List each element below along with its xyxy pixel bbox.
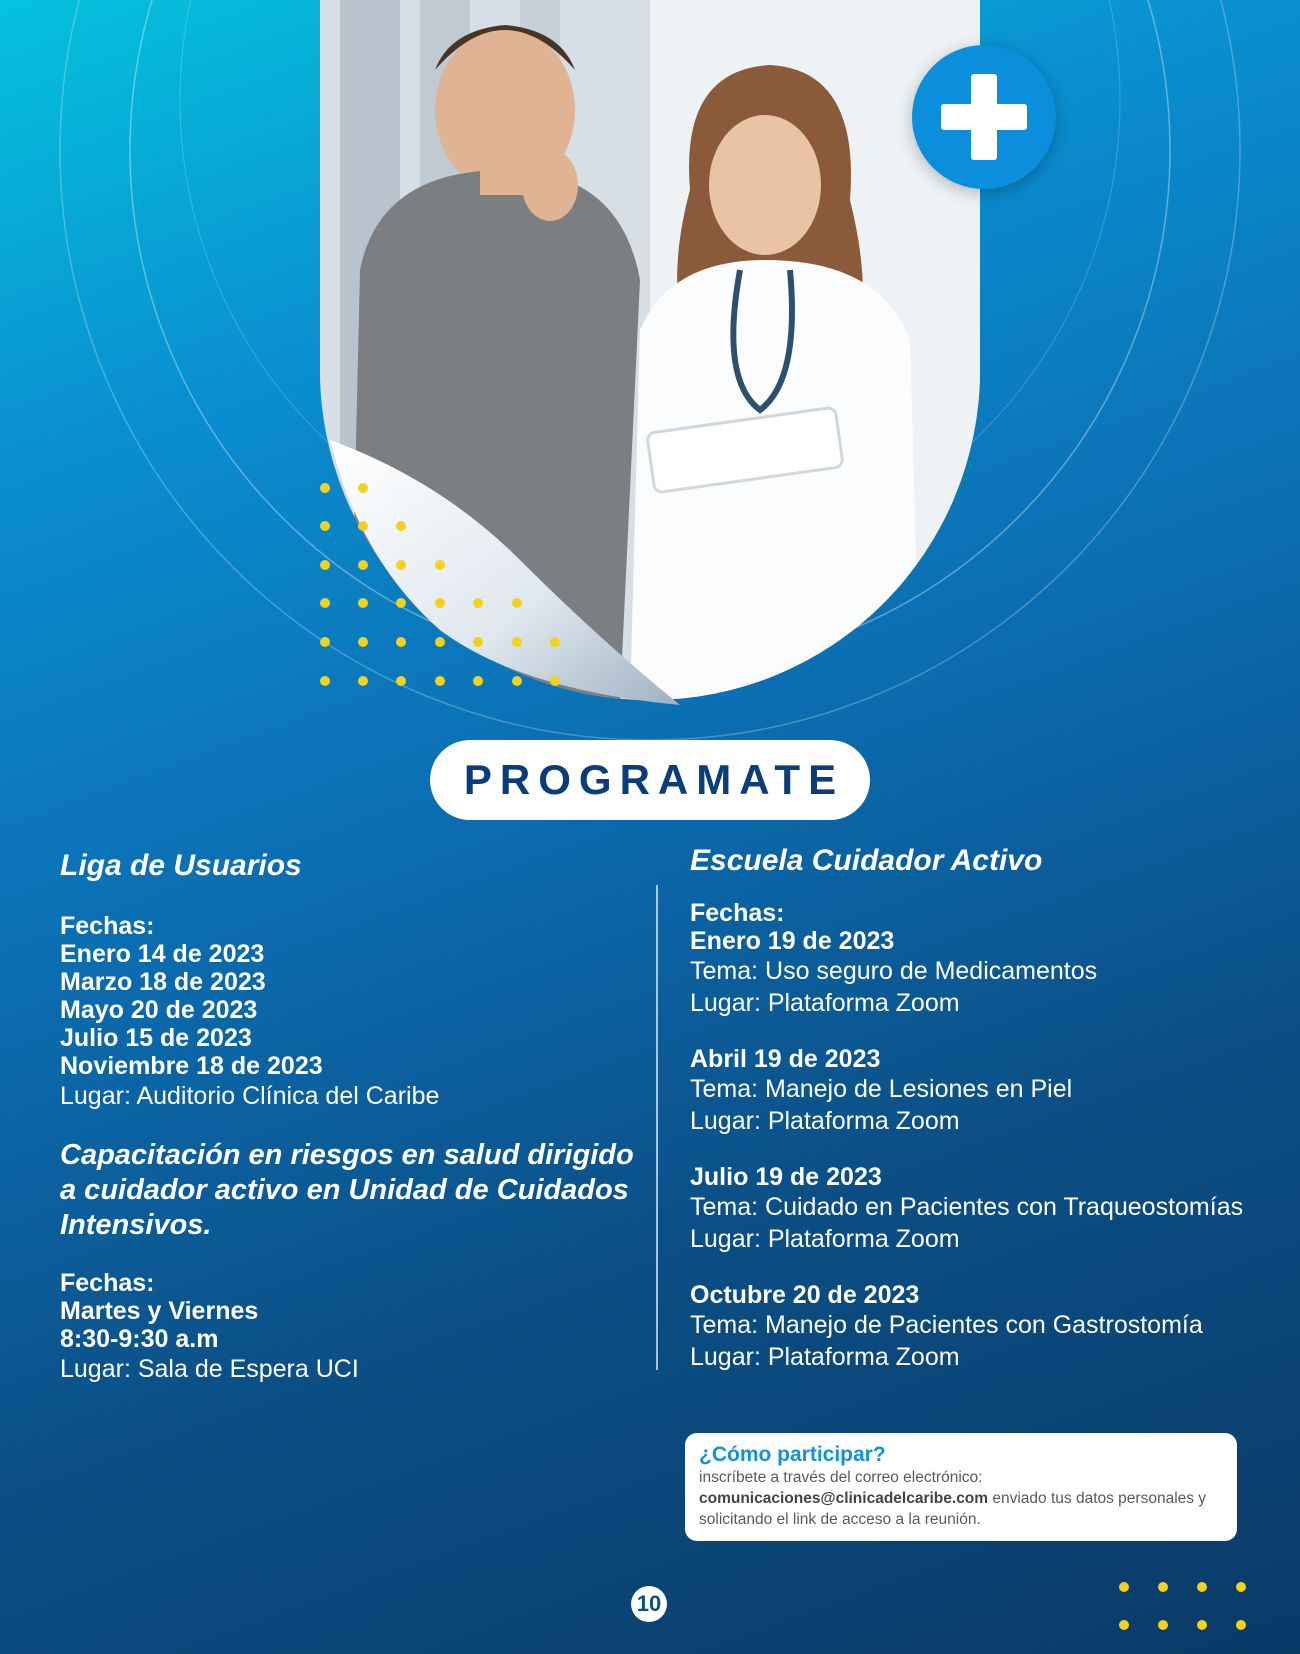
participate-line-2: comunicaciones@clinicadelcaribe.com enviado tus datos personales y (699, 1490, 1207, 1507)
participate-line-1: inscríbete a través del correo electrónico: (699, 1469, 983, 1486)
participate-line-3: solicitando el link de acceso a la reunión. (699, 1511, 981, 1528)
capacitacion-title: Capacitación en riesgos en salud dirigido a cuidador activo en Unidad de Cuidados Intensivos. (60, 1139, 634, 1241)
session-date: Octubre 20 de 2023 (690, 1281, 920, 1309)
column-divider (656, 885, 658, 1370)
capacitacion-place: Lugar: Sala de Espera UCI (60, 1355, 359, 1383)
days-text: Martes y Viernes (60, 1297, 259, 1325)
session-place: Lugar: Plataforma Zoom (690, 1107, 960, 1135)
plus-badge (912, 45, 1056, 189)
page-number: 10 (631, 1586, 667, 1622)
session-block (690, 1163, 1280, 1255)
date-item: Marzo 18 de 2023 (60, 968, 266, 996)
session-topic: Tema: Manejo de Pacientes con Gastrostomía (690, 1311, 1203, 1339)
participate-question: ¿Cómo participar? (699, 1443, 886, 1466)
participate-box (685, 1433, 1237, 1541)
date-item: Julio 15 de 2023 (60, 1024, 252, 1052)
session-topic: Tema: Manejo de Lesiones en Piel (690, 1075, 1073, 1103)
email-link[interactable]: comunicaciones@clinicadelcaribe.com (699, 1490, 989, 1507)
date-item: Mayo 20 de 2023 (60, 996, 258, 1024)
dates-label: Fechas: (690, 899, 785, 927)
session-block (690, 1281, 1280, 1373)
date-item: Noviembre 18 de 2023 (60, 1052, 323, 1080)
session-topic: Tema: Uso seguro de Medicamentos (690, 957, 1098, 985)
capacitacion-dates (60, 1269, 650, 1385)
session-block (690, 899, 1280, 1019)
right-column (690, 843, 1280, 1373)
session-place: Lugar: Plataforma Zoom (690, 1225, 960, 1253)
hours-text: 8:30-9:30 a.m (60, 1325, 219, 1353)
programate-banner (430, 740, 870, 820)
session-date: Julio 19 de 2023 (690, 1163, 882, 1191)
session-place: Lugar: Plataforma Zoom (690, 1343, 960, 1371)
liga-place: Lugar: Auditorio Clínica del Caribe (60, 1082, 440, 1110)
session-block (690, 1045, 1280, 1137)
session-date: Abril 19 de 2023 (690, 1045, 881, 1073)
left-column (60, 848, 650, 1385)
liga-dates (60, 912, 650, 1112)
dates-label: Fechas: (60, 1269, 155, 1297)
decorative-dots-bottom (1119, 1582, 1249, 1632)
date-item: Enero 14 de 2023 (60, 940, 265, 968)
liga-title: Liga de Usuarios (60, 849, 302, 882)
session-date: Enero 19 de 2023 (690, 927, 895, 955)
session-place: Lugar: Plataforma Zoom (690, 989, 960, 1017)
escuela-title: Escuela Cuidador Activo (690, 844, 1043, 877)
banner-title: PROGRAMATE (463, 756, 845, 803)
dates-label: Fechas: (60, 912, 155, 940)
decorative-dots-top (320, 483, 560, 688)
session-topic: Tema: Cuidado en Pacientes con Traqueostomías (690, 1193, 1244, 1221)
